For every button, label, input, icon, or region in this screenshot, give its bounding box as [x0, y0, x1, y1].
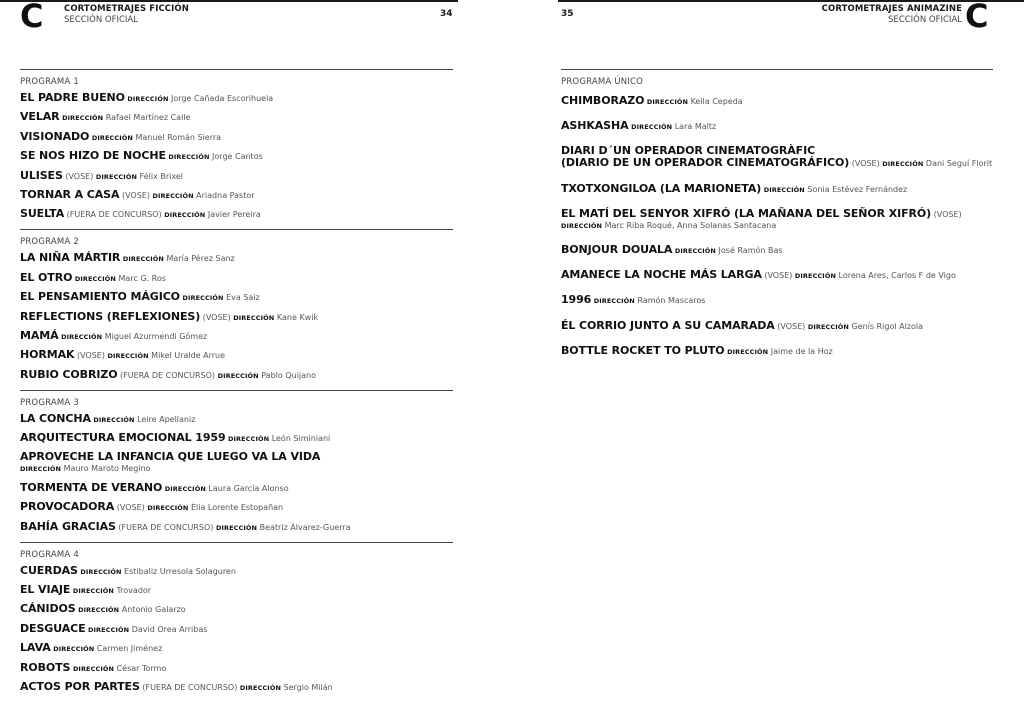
- film-title: ULISES: [20, 168, 63, 182]
- direction-label: DIRECCIÓN: [807, 322, 849, 331]
- director-name: David Orea Arribas: [131, 624, 208, 634]
- film-title: BAHÍA GRACIAS: [20, 519, 116, 533]
- direction-label: DIRECCIÓN: [763, 185, 805, 194]
- film-title: ÉL CORRIO JUNTO A SU CAMARADA: [561, 318, 775, 332]
- direction-label: DIRECCIÓN: [62, 114, 104, 123]
- program-title: PROGRAMA 1: [20, 77, 79, 87]
- director-name: Eva Saiz: [226, 293, 260, 303]
- section-title: CORTOMETRAJES ANIMAZINE: [821, 4, 962, 14]
- director-name: Lara Maltz: [674, 122, 717, 132]
- direction-label: DIRECCIÓN: [593, 297, 635, 306]
- film-entry: [20, 111, 453, 124]
- director-name: César Tormo: [116, 663, 167, 673]
- director-name: Jorge Cañada Escorihuela: [171, 94, 274, 103]
- screening-tag: (VOSE): [933, 209, 962, 219]
- film-title: DIARI D´UN OPERADOR CINEMATOGRÀFIC: [561, 144, 816, 158]
- director-name: León Siminiani: [271, 434, 331, 444]
- film-title: LAVA: [20, 641, 51, 655]
- director-name: Keila Cepeda: [690, 97, 743, 106]
- direction-label: DIRECCIÓN: [53, 645, 95, 654]
- film-entry: [561, 120, 993, 133]
- film-title: LA CONCHA: [20, 411, 91, 425]
- director-name: Mauro Maroto Megino: [63, 464, 151, 474]
- film-entry: [20, 681, 453, 694]
- program-section: [20, 390, 453, 534]
- direction-label: DIRECCIÓN: [164, 211, 206, 220]
- section-title: CORTOMETRAJES FICCIÓN: [64, 4, 189, 14]
- film-entry: [561, 345, 993, 358]
- direction-label: DIRECCIÓN: [74, 274, 116, 283]
- film-entry: [561, 208, 993, 232]
- director-name: Kane Kwik: [276, 312, 319, 322]
- director-name: Marc G. Ros: [118, 273, 166, 283]
- film-title: CHIMBORAZO: [561, 94, 645, 107]
- direction-label: DIRECCIÓN: [217, 371, 259, 380]
- direction-label: DIRECCIÓN: [107, 352, 149, 361]
- film-title: ASHKASHA: [561, 119, 629, 133]
- film-entry: [20, 208, 453, 221]
- film-entry: [20, 252, 453, 265]
- film-title: HORMAK: [20, 348, 75, 362]
- screening-tag: (FUERA DE CONCURSO): [118, 522, 214, 532]
- director-name: Mikel Uralde Arrue: [151, 351, 226, 361]
- section-subtitle: SECCIÓN OFICIAL: [64, 15, 138, 25]
- film-entry: [20, 189, 453, 202]
- director-name: Miguel Azurmendi Gómez: [104, 331, 208, 341]
- film-title: VELAR: [20, 110, 60, 124]
- screening-tag: (FUERA DE CONCURSO): [142, 682, 238, 692]
- screening-tag: (FUERA DE CONCURSO): [120, 370, 216, 380]
- screening-tag: (VOSE): [202, 312, 231, 322]
- director-name: Manuel Román Sierra: [135, 132, 222, 142]
- film-title: VISIONADO: [20, 129, 90, 143]
- film-entry: [561, 183, 993, 196]
- program-title: PROGRAMA 4: [20, 549, 79, 560]
- direction-label: DIRECCIÓN: [127, 95, 169, 103]
- screening-tag: (FUERA DE CONCURSO): [66, 210, 162, 220]
- film-title: EL VIAJE: [20, 583, 71, 597]
- direction-label: DIRECCIÓN: [646, 98, 689, 106]
- director-name: Marc Riba Roqué, Anna Solanas Santacana: [604, 220, 777, 230]
- page-header-right: [822, 4, 962, 26]
- film-entry: [561, 320, 993, 333]
- director-name: Sergio Milán: [283, 682, 333, 692]
- film-title: BONJOUR DOUALA: [561, 242, 673, 256]
- film-entry: [20, 92, 453, 105]
- director-name: José Ramón Bas: [718, 245, 783, 255]
- direction-label: DIRECCIÓN: [152, 191, 194, 200]
- film-entry: [20, 451, 453, 475]
- program-title: PROGRAMA ÚNICO: [561, 77, 644, 87]
- direction-label: DIRECCIÓN: [882, 160, 924, 169]
- direction-label: DIRECCIÓN: [122, 255, 164, 264]
- director-name: Félix Brixel: [139, 171, 183, 181]
- direction-label: DIRECCIÓN: [164, 484, 206, 493]
- film-title: EL OTRO: [20, 270, 73, 284]
- screening-tag: (VOSE): [76, 351, 105, 361]
- director-line: [20, 463, 453, 475]
- direction-label: DIRECCIÓN: [78, 606, 120, 615]
- program-section: [20, 69, 453, 221]
- film-entry: [20, 311, 453, 324]
- screening-tag: (VOSE): [851, 159, 880, 169]
- film-entry: [20, 131, 453, 144]
- direction-label: DIRECCIÓN: [72, 587, 114, 596]
- director-name: Beatriz Álvarez-Guerra: [259, 522, 351, 532]
- director-name: Pablo Quijano: [261, 370, 317, 380]
- program-title: PROGRAMA 3: [20, 397, 79, 408]
- film-entry: [20, 272, 453, 285]
- top-rule-left: [0, 0, 458, 2]
- film-entry: [20, 642, 453, 655]
- director-name: Genís Rigol Alzola: [851, 321, 924, 331]
- director-name: Leire Apellaniz: [137, 414, 196, 424]
- film-title: SE NOS HIZO DE NOCHE: [20, 149, 166, 163]
- direction-label: DIRECCIÓN: [95, 172, 137, 181]
- director-name: Ariadna Pastor: [196, 190, 255, 200]
- page-number-left: 34: [440, 9, 453, 19]
- film-entry: [20, 413, 453, 426]
- film-title: CÁNIDOS: [20, 602, 76, 616]
- direction-label: DIRECCIÓN: [93, 415, 135, 424]
- direction-label: DIRECCIÓN: [727, 347, 769, 356]
- director-name: Jaime de la Hoz: [770, 346, 833, 356]
- film-entry: [20, 150, 453, 163]
- program-title: PROGRAMA 2: [20, 237, 79, 248]
- film-title: EL PADRE BUENO: [20, 91, 125, 104]
- film-entry: [20, 482, 453, 495]
- director-name: Dani Seguí Florit: [925, 159, 993, 169]
- film-entry: [561, 145, 993, 170]
- director-name: Ramón Mascaros: [637, 296, 706, 306]
- film-entry: [20, 501, 453, 514]
- screening-tag: (VOSE): [65, 171, 94, 181]
- direction-label: DIRECCIÓN: [674, 246, 716, 255]
- film-title: RUBIO COBRIZO: [20, 367, 118, 381]
- film-title: TXOTXONGILOA (LA MARIONETA): [561, 181, 762, 195]
- film-title: TORNAR A CASA: [20, 187, 120, 201]
- page-header-left: [64, 4, 189, 26]
- direction-label: DIRECCIÓN: [794, 272, 836, 281]
- direction-label: DIRECCIÓN: [147, 504, 189, 513]
- section-subtitle: SECCIÓN OFICIAL: [888, 15, 962, 25]
- program-section: [561, 69, 993, 358]
- film-entry: [20, 662, 453, 675]
- direction-label: DIRECCIÓN: [80, 567, 122, 576]
- festival-logo-left: C: [20, 0, 43, 35]
- film-title-line2: [561, 157, 993, 170]
- festival-logo-right: C: [965, 0, 988, 35]
- director-name: Carmen Jiménez: [96, 644, 163, 654]
- program-section: [20, 542, 453, 694]
- film-title: APROVECHE LA INFANCIA QUE LUEGO VA LA VIDA: [20, 450, 321, 464]
- direction-label: DIRECCIÓN: [239, 683, 281, 692]
- program-section: [20, 229, 453, 381]
- direction-label: DIRECCIÓN: [631, 123, 673, 132]
- film-entry: [20, 623, 453, 636]
- film-entry: [20, 603, 453, 616]
- film-entry: [20, 565, 453, 578]
- film-title: EL PENSAMIENTO MÁGICO: [20, 290, 180, 304]
- direction-label: DIRECCIÓN: [88, 625, 130, 634]
- direction-label: DIRECCIÓN: [233, 313, 275, 322]
- film-entry: [20, 584, 453, 597]
- film-title: ACTOS POR PARTES: [20, 679, 140, 693]
- film-title: CUERDAS: [20, 563, 78, 577]
- film-title: ROBOTS: [20, 660, 71, 674]
- direction-label: DIRECCIÓN: [561, 221, 603, 230]
- direction-label: DIRECCIÓN: [182, 294, 224, 303]
- film-title: AMANECE LA NOCHE MÁS LARGA: [561, 268, 762, 282]
- film-entry: [20, 291, 453, 304]
- film-entry: [561, 294, 993, 307]
- director-name: Rafael Martínez Calle: [105, 113, 191, 123]
- direction-label: DIRECCIÓN: [72, 664, 115, 673]
- page-right: [561, 69, 993, 370]
- direction-label: DIRECCIÓN: [20, 465, 62, 474]
- film-title: TORMENTA DE VERANO: [20, 480, 163, 494]
- director-name: Antonio Galarzo: [121, 605, 186, 615]
- director-name: Estibaliz Urresola Solaguren: [124, 566, 236, 576]
- screening-tag: (VOSE): [764, 271, 793, 281]
- screening-tag: (VOSE): [777, 321, 806, 331]
- director-name: Trovador: [116, 586, 152, 596]
- film-title: SUELTA: [20, 207, 65, 221]
- page-number-right: 35: [561, 9, 574, 19]
- director-name: Èlia Lorente Estopañan: [190, 503, 284, 513]
- film-title: EL MATÍ DEL SENYOR XIFRÓ (LA MAÑANA DEL SEÑOR XIFRÓ): [561, 206, 932, 220]
- direction-label: DIRECCIÓN: [91, 133, 133, 142]
- director-line: [561, 220, 993, 232]
- director-name: Javier Pereira: [207, 210, 261, 220]
- film-entry: [561, 269, 993, 282]
- film-entry: [561, 244, 993, 257]
- screening-tag: (VOSE): [121, 190, 150, 200]
- film-entry: [20, 432, 453, 445]
- screening-tag: (VOSE): [116, 503, 145, 513]
- director-name: Lorena Ares, Carlos F de Vigo: [838, 271, 956, 281]
- film-title: ARQUITECTURA EMOCIONAL 1959: [20, 431, 226, 445]
- film-entry: [20, 521, 453, 534]
- film-title: BOTTLE ROCKET TO PLUTO: [561, 343, 725, 357]
- film-entry: [20, 170, 453, 183]
- film-title-translation: (DIARIO DE UN OPERADOR CINEMATOGRÁFICO): [561, 156, 850, 170]
- page-left: [20, 69, 453, 702]
- director-name: Jorge Cantos: [212, 152, 263, 162]
- film-title: LA NIÑA MÁRTIR: [20, 251, 121, 265]
- direction-label: DIRECCIÓN: [168, 153, 210, 162]
- direction-label: DIRECCIÓN: [228, 435, 270, 444]
- film-title: 1996: [561, 293, 592, 307]
- film-entry: [561, 95, 993, 108]
- film-entry: [20, 330, 453, 343]
- top-rule-right: [558, 0, 1024, 2]
- film-entry: [20, 369, 453, 382]
- director-name: María Pérez Sanz: [166, 254, 235, 264]
- film-title: PROVOCADORA: [20, 500, 115, 514]
- direction-label: DIRECCIÓN: [215, 523, 258, 532]
- film-title: DESGUACE: [20, 621, 86, 635]
- direction-label: DIRECCIÓN: [61, 332, 103, 341]
- film-entry: [20, 349, 453, 362]
- director-name: Sonia Estévez Fernández: [807, 184, 908, 194]
- film-title: REFLECTIONS (REFLEXIONES): [20, 309, 201, 323]
- director-name: Laura García Alonso: [208, 483, 289, 493]
- film-title: MAMÁ: [20, 328, 59, 342]
